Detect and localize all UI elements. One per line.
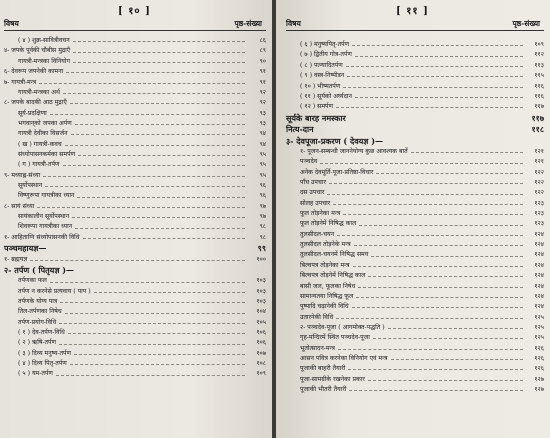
contents-row — [4, 137, 266, 147]
entry-page-number: १२५ — [534, 334, 544, 342]
leader-dots — [355, 97, 523, 98]
contents-row — [286, 197, 544, 207]
contents-row — [286, 38, 544, 48]
contents-row — [286, 228, 544, 238]
entry-page-number: ९३ — [259, 119, 266, 127]
contents-row — [286, 155, 544, 165]
entry-page-number: १२७ — [534, 385, 544, 393]
leader-dots — [73, 41, 245, 42]
entry-title: अनेक देवमूर्ति-पूजा-प्रतिष्ठा-विचार — [300, 168, 374, 176]
leader-dots — [368, 276, 523, 277]
entry-title: तर्पणके योग्य पात्र — [18, 298, 58, 306]
contents-row — [4, 252, 266, 262]
entry-title: गायत्री-मन्त्रका विनियोग — [18, 57, 70, 65]
contents-row — [4, 75, 266, 85]
contents-row — [4, 316, 266, 326]
leader-dots — [347, 76, 523, 77]
contents-row — [4, 285, 266, 295]
contents-row — [4, 117, 266, 127]
contents-row — [286, 310, 544, 320]
contents-row — [286, 383, 544, 393]
leader-dots — [371, 256, 523, 257]
leader-dots — [337, 235, 523, 236]
leader-dots — [352, 307, 523, 308]
entry-page-number: १२३ — [534, 199, 544, 207]
leader-dots — [359, 225, 523, 226]
leader-dots — [73, 52, 245, 53]
leader-dots — [376, 173, 523, 174]
contents-row — [286, 166, 544, 176]
entry-page-number: ११६ — [534, 92, 544, 100]
left-page — [0, 0, 272, 438]
entry-page-number: ९० — [259, 57, 266, 65]
entry-title: ८- जपके बादकी आठ मुद्राएँ — [4, 99, 67, 107]
entry-title: सामान्यतया निषिद्ध फूल — [300, 292, 354, 300]
entry-title: उतारनेकी विधि — [300, 313, 334, 321]
section-heading-row — [4, 263, 266, 275]
entry-page-number: ८९ — [259, 47, 266, 55]
contents-row — [4, 127, 266, 137]
leader-dots — [348, 369, 523, 370]
entry-page-number: ९७ — [259, 202, 266, 210]
entry-title: ३- देवपूजा-प्रकरण ( देवयज्ञ )— — [286, 135, 383, 146]
entry-page-number: १२३ — [534, 210, 544, 218]
entry-page-number: १०३ — [256, 277, 266, 285]
leader-dots — [71, 134, 245, 135]
entry-page-number: ९५ — [259, 171, 266, 179]
leader-dots — [70, 364, 245, 365]
contents-row — [4, 168, 266, 178]
contents-row — [286, 259, 544, 269]
contents-row — [286, 300, 544, 310]
contents-row — [4, 305, 266, 315]
entry-title: ( १० ) भीष्मतर्पण — [300, 82, 341, 90]
entry-title: भगवान्‌को जपका अर्पण — [18, 119, 72, 127]
entry-page-number: ९१ — [259, 78, 266, 86]
entry-title: ( ८ ) पत्न्यादितर्पण — [300, 61, 343, 69]
contents-row — [286, 372, 544, 382]
entry-title: सायंकालीन सूर्योपस्थान — [18, 212, 70, 220]
entry-page-number: १२६ — [534, 365, 544, 373]
entry-page-number: ९४ — [259, 130, 266, 138]
contents-row — [286, 100, 544, 110]
entry-title: ( ग ) गायत्री-तर्पण — [18, 161, 60, 169]
contents-row — [4, 200, 266, 210]
entry-title: पञ्चदेव — [300, 158, 318, 166]
entry-page-number: १०६ — [256, 329, 266, 337]
entry-title: ९- मध्याह्न-संध्या — [4, 171, 41, 179]
entry-title: गायत्री देवीका विसर्जन — [18, 130, 68, 138]
entry-page-number: ९४ — [259, 140, 266, 148]
entry-page-number: १०३ — [256, 287, 266, 295]
entry-title: बिल्वपत्र तोड़नेमें निषिद्ध काल — [300, 272, 366, 280]
entry-title: सूर्यके बारह नमस्कार — [286, 112, 346, 123]
entry-page-number: १२४ — [534, 261, 544, 269]
entry-title: तुलसीदल-चयनमें निषिद्ध समय — [300, 251, 369, 259]
leader-dots — [346, 66, 523, 67]
entry-title: ( ११ ) सूर्यको अर्घ्यदान — [300, 92, 352, 100]
entry-title: पञ्चमहायज्ञ— — [4, 243, 47, 254]
contents-row — [4, 44, 266, 54]
leader-dots — [39, 83, 245, 84]
entry-title: ६- देवरूप जपनेकी कामना — [4, 68, 64, 76]
contents-row — [4, 34, 266, 44]
entry-page-number: ११७ — [534, 103, 544, 111]
leader-dots — [352, 45, 523, 46]
leader-dots — [65, 145, 245, 146]
entry-title: बिल्वपत्र तोड़नेका मन्त्र — [300, 261, 350, 269]
entry-page-number: ११७ — [531, 112, 544, 123]
contents-row — [4, 231, 266, 241]
entry-title: तिल-तर्पणका निषेध — [18, 308, 62, 316]
section-heading-row — [286, 110, 544, 122]
page-number: [ ११ ] — [396, 6, 429, 17]
contents-row — [4, 367, 266, 377]
entry-title: तुलसीदल तोड़नेके मन्त्र — [300, 241, 351, 249]
leader-dots — [373, 338, 523, 339]
contents-row — [286, 176, 544, 186]
leader-dots — [388, 328, 523, 329]
page-number: [ १० ] — [118, 6, 151, 17]
contents-row — [4, 357, 266, 367]
leader-dots — [353, 266, 523, 267]
entry-title: सोलह उपचार — [300, 199, 331, 207]
entry-title: विष्णुरूपा गायत्रीका ध्यान — [18, 192, 75, 200]
leader-dots — [65, 313, 245, 314]
entry-page-number: १०९ — [534, 41, 544, 49]
entry-page-number: १२५ — [534, 323, 544, 331]
entry-page-number: ९८ — [259, 233, 266, 241]
contents-row — [286, 217, 544, 227]
entry-page-number: १२२ — [534, 168, 544, 176]
entry-title: ( १२ ) समर्पण — [300, 103, 334, 111]
leader-dots — [30, 260, 245, 261]
section-heading-row — [286, 133, 544, 145]
leader-dots — [50, 114, 245, 115]
leader-dots — [75, 228, 245, 229]
leader-dots — [338, 349, 523, 350]
entry-title: १- ब्रह्मयज्ञ — [4, 255, 28, 263]
entry-title: सूर्योपस्थान — [18, 181, 43, 189]
contents-row — [286, 352, 544, 362]
leader-dots — [37, 207, 245, 208]
leader-dots — [73, 62, 245, 63]
entry-title: भूतोत्सादन-मन्त्र — [300, 344, 335, 352]
entry-page-number: ११३ — [534, 61, 544, 69]
contents-row — [286, 238, 544, 248]
entry-page-number: १२४ — [534, 230, 544, 238]
entry-page-number: १२२ — [534, 179, 544, 187]
column-header-subject: विषय — [286, 19, 301, 28]
entry-title: तुलसीदल-चयन — [300, 230, 335, 238]
contents-row — [4, 274, 266, 284]
leader-dots — [72, 217, 245, 218]
entry-page-number: ९९ — [257, 243, 266, 254]
entry-title: गृह-मन्दिरमें स्थित पञ्चदेव-पूजा — [300, 334, 370, 342]
entry-page-number: ११६ — [534, 82, 544, 90]
entry-page-number: १२६ — [534, 354, 544, 362]
entry-page-number: १०६ — [256, 339, 266, 347]
entry-page-number: १०३ — [256, 298, 266, 306]
entry-page-number: १०५ — [256, 318, 266, 326]
contents-row — [4, 336, 266, 346]
leader-dots — [354, 245, 523, 246]
right-page — [276, 0, 550, 438]
entry-title: पूजा-सामग्रीके रखनेका प्रकार — [300, 375, 365, 383]
entry-page-number: ९५ — [259, 150, 266, 158]
entry-title: फूल तोड़नेका मन्त्र — [300, 210, 341, 218]
entry-title: शिवरूपा गायत्रीका ध्यान — [18, 223, 73, 231]
entry-page-number: १०९ — [256, 370, 266, 378]
leader-dots — [355, 56, 523, 57]
leader-dots — [411, 152, 523, 153]
contents-row — [4, 347, 266, 357]
contents-row — [286, 69, 544, 79]
entry-title: तर्पण न करनेसे प्रत्यवाय ( पाप ) — [18, 287, 91, 295]
leader-dots — [83, 238, 245, 239]
contents-row — [286, 341, 544, 351]
entry-title: ( ख ) गायत्री-कवच — [18, 140, 62, 148]
entry-title: ( ५ ) यम-तर्पण — [18, 370, 53, 378]
leader-dots — [56, 375, 245, 376]
contents-row — [4, 295, 266, 305]
contents-row — [286, 331, 544, 341]
entry-page-number: ९२ — [259, 88, 266, 96]
entry-page-number: १२२ — [534, 189, 544, 197]
entry-page-number: १२४ — [534, 303, 544, 311]
leader-dots — [320, 163, 523, 164]
contents-row — [4, 106, 266, 116]
contents-list — [286, 38, 544, 393]
contents-row — [286, 290, 544, 300]
entry-title: सूर्य-प्रदक्षिणा — [18, 109, 47, 117]
entry-page-number: ९८ — [259, 223, 266, 231]
entry-page-number: ९६ — [259, 181, 266, 189]
leader-dots — [78, 155, 245, 156]
entry-page-number: ९५ — [259, 161, 266, 169]
leader-dots — [63, 165, 245, 166]
leader-dots — [60, 302, 245, 303]
contents-row — [4, 148, 266, 158]
entry-title: पूजाकी भीतरी तैयारी — [300, 385, 347, 393]
entry-title: नित्य-दान — [286, 124, 314, 135]
contents-list — [4, 34, 266, 378]
entry-page-number: ९३ — [259, 109, 266, 117]
leader-dots — [391, 359, 523, 360]
leader-dots — [349, 390, 523, 391]
entry-page-number: ११५ — [534, 72, 544, 80]
entry-page-number: १२१ — [534, 148, 544, 156]
entry-title: पाँच उपचार — [300, 179, 326, 187]
contents-row — [286, 59, 544, 69]
contents-row — [286, 186, 544, 196]
contents-row — [4, 189, 266, 199]
entry-title: गायत्री-मन्त्रका अर्थ — [18, 88, 60, 96]
leader-dots — [356, 297, 523, 298]
entry-page-number: १०७ — [256, 349, 266, 357]
leader-dots — [368, 380, 523, 381]
entry-title: ७- गायत्री-मन्त्र — [4, 78, 37, 86]
entry-page-number: ११२ — [534, 51, 544, 59]
entry-title: ( ४ ) शुक्र-सावित्रीवचन — [18, 37, 70, 45]
column-header-page: पृष्ठ-संख्या — [234, 19, 262, 28]
leader-dots — [75, 124, 245, 125]
entry-title: ८- सायं संध्या — [4, 202, 35, 210]
leader-dots — [59, 323, 245, 324]
entry-page-number: १२७ — [534, 375, 544, 383]
contents-row — [286, 79, 544, 89]
entry-title: १- आहिताग्नि संध्योपासनकी विधि — [4, 233, 80, 241]
leader-dots — [333, 204, 523, 205]
section-heading-row — [286, 122, 544, 134]
contents-row — [286, 48, 544, 58]
leader-dots — [68, 333, 245, 334]
entry-title: पुष्पादि चढ़ानेकी विधि — [300, 303, 349, 311]
leader-dots — [77, 197, 245, 198]
contents-row — [4, 326, 266, 336]
entry-title: ( २ ) ऋषि-तर्पण — [18, 339, 57, 347]
leader-dots — [329, 183, 523, 184]
entry-page-number: ९१ — [259, 68, 266, 76]
leader-dots — [343, 214, 523, 215]
entry-page-number: १०८ — [256, 360, 266, 368]
contents-row — [286, 90, 544, 100]
entry-title: ( ७ ) द्वितीय गोत्र-तर्पण — [300, 51, 352, 59]
contents-row — [286, 145, 544, 155]
leader-dots — [59, 344, 245, 345]
entry-title: २- पञ्चदेव-पूजा ( आगमोक्त-पद्धति ) — [300, 323, 385, 331]
contents-row — [286, 321, 544, 331]
contents-row — [4, 96, 266, 106]
leader-dots — [327, 194, 523, 195]
leader-dots — [74, 354, 245, 355]
section-heading-row — [4, 241, 266, 253]
leader-dots — [336, 107, 523, 108]
table-header — [286, 18, 544, 31]
entry-title: आसन पवित्र करनेका विनियोग एवं मन्त्र — [300, 354, 388, 362]
entry-page-number: १२४ — [534, 292, 544, 300]
contents-row — [4, 220, 266, 230]
entry-page-number: १२६ — [534, 344, 544, 352]
leader-dots — [358, 287, 523, 288]
leader-dots — [63, 93, 245, 94]
entry-title: ( ३ ) दिव्य मनुष्य-तर्पण — [18, 349, 72, 357]
entry-page-number: ९२ — [259, 99, 266, 107]
contents-row — [4, 179, 266, 189]
entry-page-number: ९७ — [259, 212, 266, 220]
entry-page-number: १०४ — [256, 308, 266, 316]
contents-row — [4, 65, 266, 75]
entry-title: दस उपचार — [300, 189, 325, 197]
entry-page-number: ९६ — [259, 192, 266, 200]
entry-title: २- तर्पण ( पितृयज्ञ )— — [4, 265, 75, 276]
entry-page-number: ८६ — [259, 37, 266, 45]
entry-page-number: १०० — [256, 255, 266, 263]
contents-row — [286, 362, 544, 372]
leader-dots — [43, 176, 245, 177]
leader-dots — [66, 72, 245, 73]
entry-title: ४- जपके पूर्वकी चौबीस मुद्राएँ — [4, 47, 71, 55]
entry-title: बासी जल, फूलका निषेध — [300, 282, 356, 290]
entry-page-number: ११८ — [531, 124, 544, 135]
contents-row — [4, 55, 266, 65]
entry-page-number: १२५ — [534, 313, 544, 321]
contents-row — [286, 248, 544, 258]
entry-title: १- पूजन-सम्बन्धी जाननेयोग्य कुछ आवश्यक बातें — [300, 148, 408, 156]
entry-title: ( ४ ) दिव्य पितृ-तर्पण — [18, 360, 67, 368]
contents-row — [4, 86, 266, 96]
table-header — [4, 18, 266, 31]
entry-title: पूजाकी बाहरी तैयारी — [300, 365, 346, 373]
entry-page-number: १२४ — [534, 272, 544, 280]
column-header-page: पृष्ठ-संख्या — [512, 19, 540, 28]
leader-dots — [70, 103, 245, 104]
entry-title: तर्पणका फल — [18, 277, 47, 285]
contents-row — [286, 207, 544, 217]
leader-dots — [94, 292, 245, 293]
column-header-subject: विषय — [4, 19, 19, 28]
entry-title: तर्पण-प्रयोग-विधि — [18, 318, 57, 326]
entry-page-number: १२१ — [534, 158, 544, 166]
entry-page-number: १२४ — [534, 282, 544, 290]
contents-row — [4, 210, 266, 220]
entry-title: संध्योपासनकर्मका समर्पण — [18, 150, 76, 158]
contents-row — [286, 269, 544, 279]
entry-title: ( ६ ) मनुष्यपितृ-तर्पण — [300, 41, 350, 49]
leader-dots — [50, 282, 245, 283]
entry-page-number: १२३ — [534, 220, 544, 228]
entry-page-number: १२४ — [534, 241, 544, 249]
leader-dots — [45, 186, 245, 187]
entry-title: ( १ ) देव-तर्पण-विधि — [18, 329, 65, 337]
leader-dots — [336, 318, 523, 319]
entry-title: ( ९ ) वस्त्र-निष्पीडन — [300, 72, 345, 80]
entry-page-number: १२४ — [534, 251, 544, 259]
contents-row — [4, 158, 266, 168]
leader-dots — [343, 87, 523, 88]
contents-row — [286, 279, 544, 289]
entry-title: फूल तोड़नेमें निषिद्ध काल — [300, 220, 357, 228]
